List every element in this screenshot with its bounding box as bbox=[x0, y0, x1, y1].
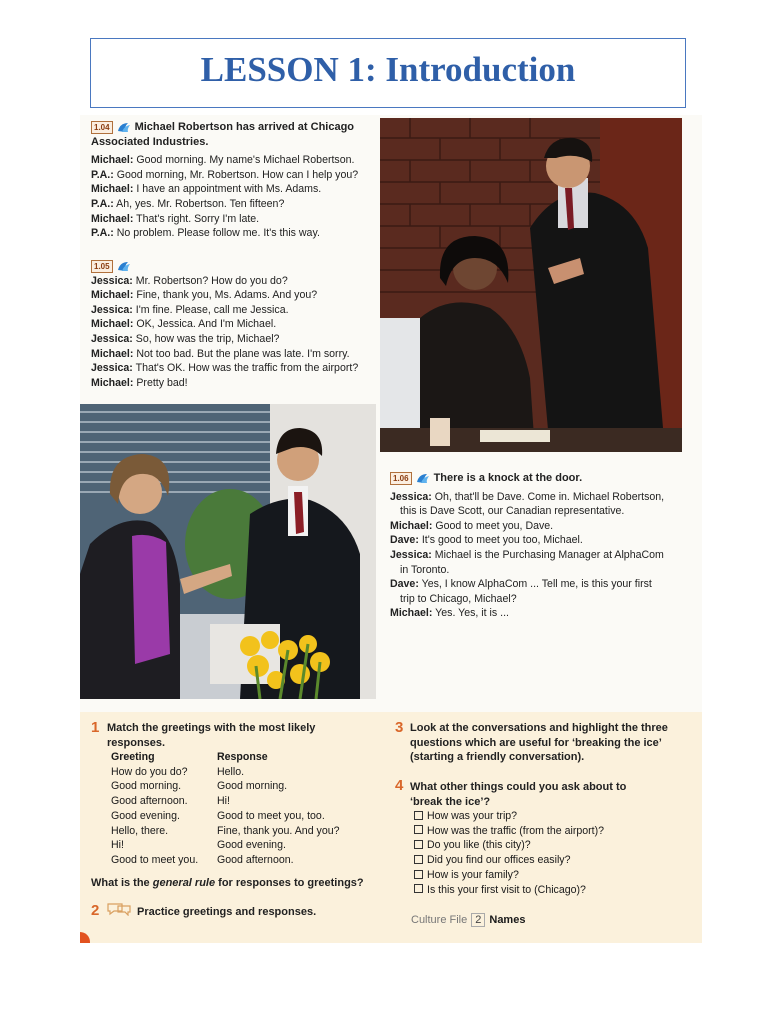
dialog-line: Jessica: Oh, that'll be Dave. Come in. Michael Robertson, bbox=[390, 490, 665, 503]
greeting-item: Good morning. bbox=[111, 780, 182, 793]
exercise-2-number: 2 bbox=[91, 902, 100, 919]
checklist-item[interactable]: How was the traffic (from the airport)? bbox=[414, 824, 604, 839]
greeting-header: Greeting bbox=[111, 751, 155, 763]
audio-cd-icon bbox=[116, 261, 131, 272]
dialog-line: Dave: Yes, I know AlphaCom ... Tell me, is this your first bbox=[390, 578, 652, 591]
exercise-4-text: What other things could you ask about to ‘break the ice’? bbox=[410, 781, 627, 808]
dialog-line-cont: trip to Chicago, Michael? bbox=[400, 592, 517, 605]
exercise-3-text: Look at the conversations and highlight the three questions which are useful for ‘breaking the ice’ (starting a friendly conversation). bbox=[410, 722, 668, 763]
response-item: Good afternoon. bbox=[217, 853, 294, 866]
dialog-line: Michael: Good to meet you, Dave. bbox=[390, 519, 554, 532]
greeting-table bbox=[111, 750, 381, 870]
dialog-line: Michael: I have an appointment with Ms. Adams. bbox=[91, 183, 322, 196]
office-photo-top bbox=[380, 118, 682, 452]
greeting-item: Hi! bbox=[111, 839, 124, 852]
checkbox-icon[interactable] bbox=[414, 811, 423, 820]
checklist-item[interactable]: Did you find our offices easily? bbox=[414, 853, 604, 868]
greeting-photo bbox=[80, 404, 376, 699]
dialog-line: Jessica: I'm fine. Please, call me Jessica. bbox=[91, 303, 289, 316]
greeting-item: Hello, there. bbox=[111, 824, 169, 837]
response-header: Response bbox=[217, 751, 268, 763]
greeting-item: How do you do? bbox=[111, 765, 188, 778]
dialog-line: Dave: It's good to meet you too, Michael. bbox=[390, 534, 583, 547]
checklist-item[interactable]: Is this your first visit to (Chicago)? bbox=[414, 883, 604, 898]
dialog-1-heading: 1.04 Michael Robertson has arrived at Chicago bbox=[91, 120, 381, 135]
checklist-item[interactable]: How was your trip? bbox=[414, 809, 604, 824]
dialog-line: Michael: Good morning. My name's Michael Robertson. bbox=[91, 154, 355, 167]
checkbox-icon[interactable] bbox=[414, 840, 423, 849]
dialog-line: Jessica: That's OK. How was the traffic from the airport? bbox=[91, 362, 359, 375]
exercise-1-number: 1 bbox=[91, 719, 100, 736]
dialog-line: Michael: Not too bad. But the plane was late. I'm sorry. bbox=[91, 347, 350, 360]
track-badge: 1.04 bbox=[91, 121, 113, 134]
dialog-line-cont: in Toronto. bbox=[400, 563, 450, 576]
checklist-item[interactable]: How is your family? bbox=[414, 868, 604, 883]
dialog-line: Jessica: Mr. Robertson? How do you do? bbox=[91, 274, 288, 287]
dialog-line-cont: this is Dave Scott, our Canadian representative. bbox=[400, 505, 625, 518]
dialog-line: P.A.: No problem. Please follow me. It's this way. bbox=[91, 227, 320, 240]
track-badge: 1.05 bbox=[91, 260, 113, 273]
exercise-2-text: Practice greetings and responses. bbox=[137, 906, 317, 918]
ice-breaker-list bbox=[414, 809, 604, 897]
dialog-3-heading: 1.06 There is a knock at the door. bbox=[390, 471, 695, 486]
dialog-line: Jessica: So, how was the trip, Michael? bbox=[91, 332, 280, 345]
greeting-item: Good evening. bbox=[111, 809, 180, 822]
exercise-3-number: 3 bbox=[395, 719, 404, 736]
dialog-2 bbox=[91, 259, 381, 390]
exercise-4-number: 4 bbox=[395, 777, 404, 794]
dialog-line: P.A.: Good morning, Mr. Robertson. How can I help you? bbox=[91, 168, 359, 181]
title-box bbox=[90, 38, 686, 108]
dialog-2-heading bbox=[91, 259, 381, 274]
response-item: Good to meet you, too. bbox=[217, 809, 325, 822]
dialog-line: Michael: OK, Jessica. And I'm Michael. bbox=[91, 318, 277, 331]
dialog-line: Michael: That's right. Sorry I'm late. bbox=[91, 212, 260, 225]
checkbox-icon[interactable] bbox=[414, 855, 423, 864]
response-item: Good morning. bbox=[217, 780, 288, 793]
response-item: Good evening. bbox=[217, 839, 286, 852]
greeting-item: Good to meet you. bbox=[111, 853, 199, 866]
dialog-line: Michael: Pretty bad! bbox=[91, 376, 188, 389]
dialog-1: 1.04 Michael Robertson has arrived at Chicago Associated Industries. Michael: Good morning. My name's Michael Robertson. P.A.: Good morning, Mr. Robertson. How can I help you? Michael: I have an appointment with Ms. Adams. P.A.: Ah, yes. Mr. Robertson. Ten fifteen? Michael: That's right. Sorry I'm late. P.A.: No problem. Please follow me. It's this way. bbox=[91, 120, 381, 241]
dialog-3 bbox=[390, 471, 695, 621]
dialog-line: Michael: Yes. Yes, it is ... bbox=[390, 607, 509, 620]
response-item: Hello. bbox=[217, 765, 245, 778]
dialog-line: Michael: Fine, thank you, Ms. Adams. And you? bbox=[91, 289, 318, 302]
page-title: LESSON 1: Introduction bbox=[200, 50, 576, 89]
response-item: Hi! bbox=[217, 795, 230, 808]
track-badge: 1.06 bbox=[390, 472, 412, 485]
culture-file-ref: Culture File 2 Names bbox=[411, 914, 526, 926]
dialog-line: Jessica: Michael is the Purchasing Manager at AlphaCom bbox=[390, 548, 664, 561]
checkbox-icon[interactable] bbox=[414, 825, 423, 834]
response-item: Fine, thank you. And you? bbox=[217, 824, 340, 837]
audio-cd-icon bbox=[415, 473, 430, 484]
exercise-1-question: What is the general rule for responses to greetings? bbox=[91, 877, 364, 889]
dialog-line: P.A.: Ah, yes. Mr. Robertson. Ten fifteen? bbox=[91, 197, 285, 210]
audio-cd-icon bbox=[116, 122, 131, 133]
speech-bubble-icon bbox=[106, 902, 132, 916]
greeting-item: Good afternoon. bbox=[111, 795, 188, 808]
checklist-item[interactable]: Do you like (this city)? bbox=[414, 838, 604, 853]
checkbox-icon[interactable] bbox=[414, 884, 423, 893]
checkbox-icon[interactable] bbox=[414, 870, 423, 879]
exercise-1-instruction: Match the greetings with the most likely responses. bbox=[107, 722, 316, 749]
